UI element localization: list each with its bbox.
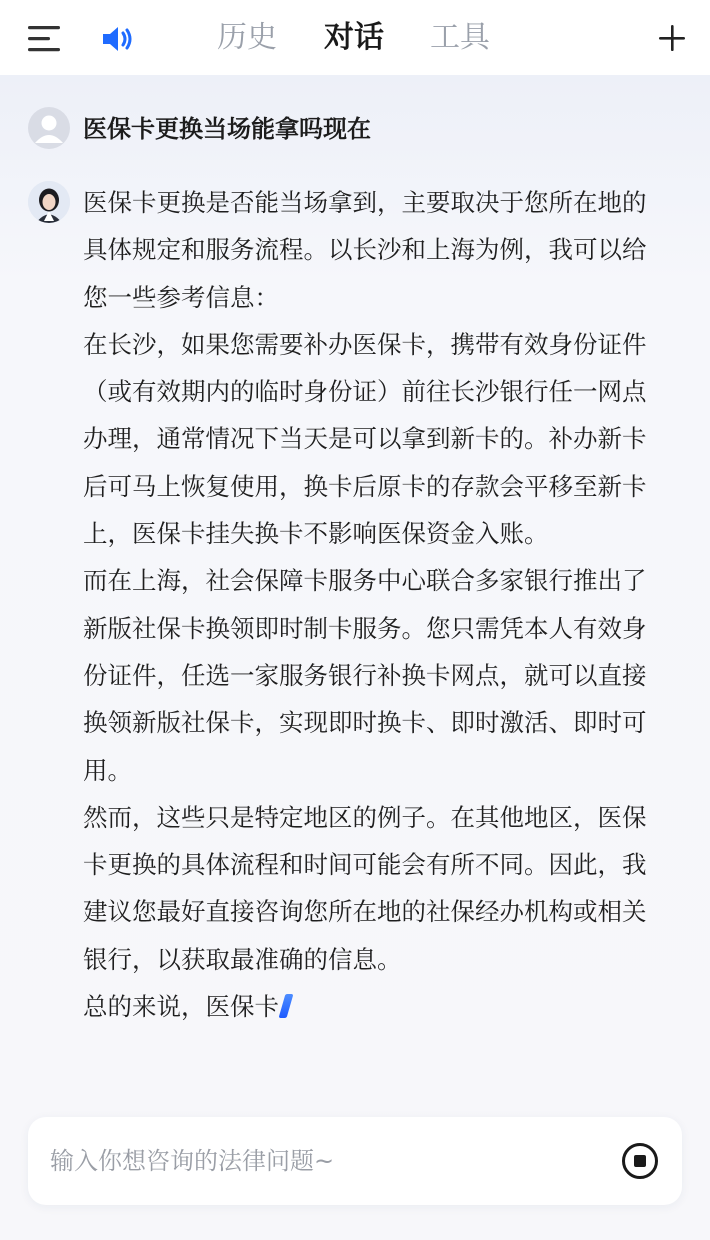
assistant-avatar xyxy=(28,181,70,223)
answer-paragraph: 然而，这些只是特定地区的例子。在其他地区，医保卡更换的具体流程和时间可能会有所不同。因此，我建议您最好直接咨询您所在地的社保经办机构或相关银行，以获取最准确的信息。 xyxy=(83,802,647,974)
answer-last-line xyxy=(83,983,668,1030)
chat-area[interactable] xyxy=(0,75,710,1240)
plus-icon[interactable] xyxy=(656,22,688,54)
input-box xyxy=(28,1117,682,1205)
top-bar xyxy=(0,0,710,75)
answer-paragraph: 而在上海，社会保障卡服务中心联合多家银行推出了新版社保卡换领即时制卡服务。您只需凭本人有效身份证件，任选一家服务银行补换卡网点，就可以直接换领新版社保卡，实现即时换卡、即时激活、即时可用。 xyxy=(83,566,647,785)
answer-paragraph: 总的来说，医保卡 xyxy=(83,992,279,1022)
answer-paragraph: 在长沙，如果您需要补办医保卡，携带有效身份证件（或有效期内的临时身份证）前往长沙银行任一网点办理，通常情况下当天是可以拿到新卡的。补办新卡后可马上恢复使用，换卡后原卡的存款会平移至新卡上，医保卡挂失换卡不影响医保资金入账。 xyxy=(83,329,647,549)
typing-cursor-icon xyxy=(279,994,294,1018)
menu-icon[interactable] xyxy=(26,22,62,56)
speaker-icon[interactable] xyxy=(100,22,138,56)
user-message-row xyxy=(28,107,688,151)
question-input[interactable] xyxy=(48,1137,592,1185)
tab-tools[interactable]: 工具 xyxy=(430,20,490,55)
user-avatar xyxy=(28,107,70,149)
user-question: 医保卡更换当场能拿吗现在 xyxy=(83,115,371,143)
assistant-answer xyxy=(83,179,668,1030)
tab-chat[interactable]: 对话 xyxy=(324,20,384,55)
tab-history[interactable]: 历史 xyxy=(217,20,277,55)
answer-paragraph: 医保卡更换是否能当场拿到，主要取决于您所在地的具体规定和服务流程。以长沙和上海为例，我可以给您一些参考信息： xyxy=(83,188,647,312)
stop-icon[interactable] xyxy=(620,1141,660,1181)
